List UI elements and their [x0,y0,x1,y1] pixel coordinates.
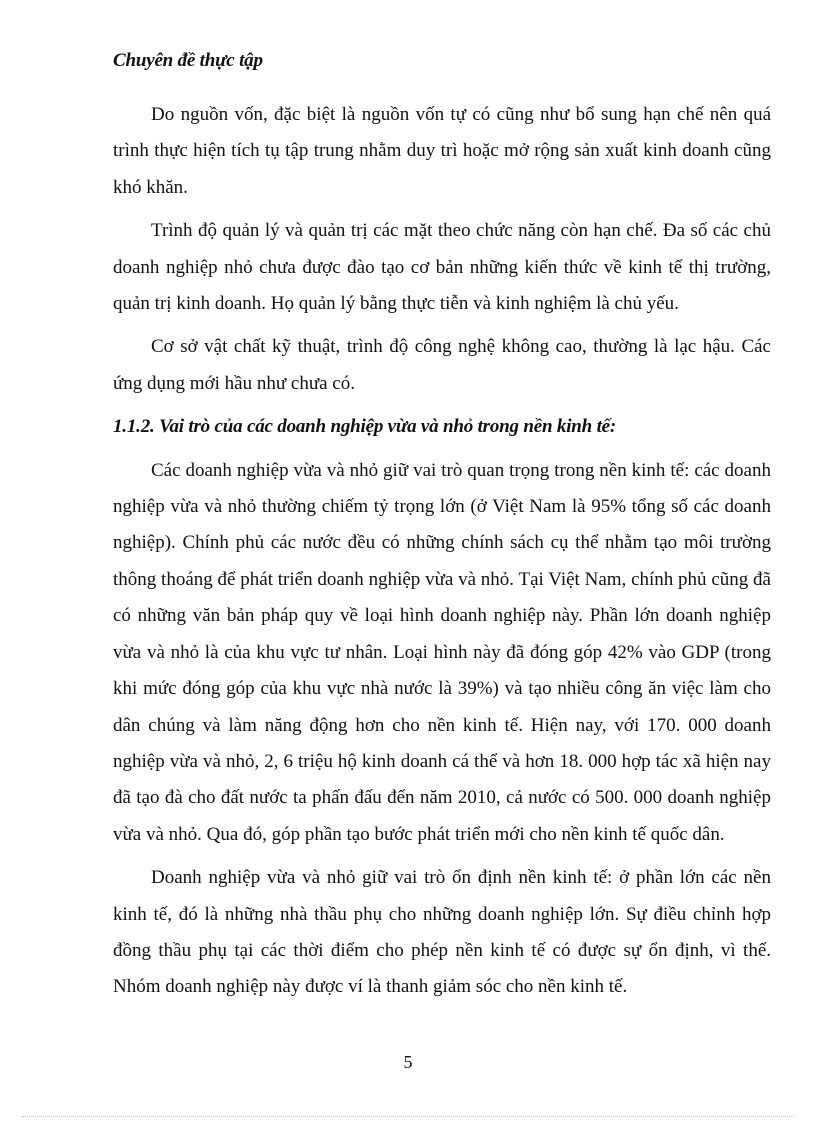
paragraph-role: Các doanh nghiệp vừa và nhỏ giữ vai trò quan trọng trong nền kinh tế: các doanh nghiệp vừa và nhỏ thường chiếm tỷ trọng lớn (ở Việt Nam là 95% tổng số các doanh nghiệp). Chính phủ các nước đều có những chính sách cụ thể nhằm tạo môi trường thông thoáng để phát triển doanh nghiệp vừa và nhỏ. Tại Việt Nam, chính phủ cũng đã có những văn bản pháp quy về loại hình doanh nghiệp này. Phần lớn doanh nghiệp vừa và nhỏ là của khu vực tư nhân. Loại hình này đã đóng góp 42% vào GDP (trong khi mức đóng góp của khu vực nhà nước là 39%) và tạo nhiều công ăn việc làm cho dân chúng và làm năng động hơn cho nền kinh tế. Hiện nay, với 170. 000 doanh nghiệp vừa và nhỏ, 2, 6 triệu hộ kinh doanh cá thể và hơn 18. 000 hợp tác xã hiện nay đã tạo đà cho đất nước ta phấn đấu đến năm 2010, cả nước có 500. 000 doanh nghiệp vừa và nhỏ. Qua đó, góp phần tạo bước phát triển mới cho nền kinh tế quốc dân. [113,459,771,845]
paragraph-capital: Do nguồn vốn, đặc biệt là nguồn vốn tự có cũng như bổ sung hạn chế nên quá trình thực hiện tích tụ tập trung nhằm duy trì hoặc mở rộng sản xuất kinh doanh cũng khó khăn. [113,104,771,198]
paragraph-infrastructure: Cơ sở vật chất kỹ thuật, trình độ công nghệ không cao, thường là lạc hậu. Các ứng dụng mới hầu như chưa có. [113,336,771,394]
running-header: Chuyên đề thực tập [113,50,263,71]
page-number: 5 [403,1052,413,1072]
paragraph-management: Trình độ quản lý và quản trị các mặt theo chức năng còn hạn chế. Đa số các chủ doanh nghiệp nhỏ chưa được đào tạo cơ bản những kiến thức về kinh tế thị trường, quản trị kinh doanh. Họ quản lý bằng thực tiễn và kinh nghiệm là chủ yếu. [113,220,771,315]
document-body [113,97,771,1006]
paragraph-stability: Doanh nghiệp vừa và nhỏ giữ vai trò ổn định nền kinh tế: ở phần lớn các nền kinh tế, đó là những nhà thầu phụ cho những doanh nghiệp lớn. Sự điều chỉnh hợp đồng thầu phụ tại các thời điểm cho phép nền kinh tế có được sự ổn định, vì thế. Nhóm doanh nghiệp này được ví là thanh giảm sóc cho nền kinh tế. [113,867,771,998]
page-bottom-divider [22,1116,794,1117]
section-heading: 1.1.2. Vai trò của các doanh nghiệp vừa và nhỏ trong nền kinh tế: [113,416,617,438]
